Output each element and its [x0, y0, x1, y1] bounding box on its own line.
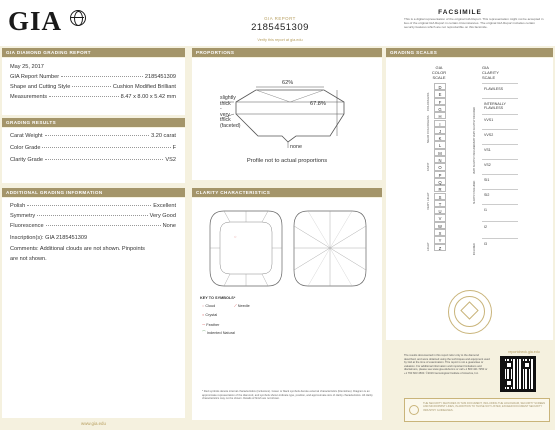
clarity-grade: INTERNALLY FLAWLESS	[482, 98, 518, 114]
footer-url[interactable]: www.gia.edu	[81, 421, 106, 426]
grading-results-panel	[2, 128, 185, 183]
color-group-label: LIGHT	[426, 242, 430, 251]
verify-link[interactable]: Verify this report at gia.edu	[257, 38, 303, 42]
gia-logo: GIA	[8, 6, 63, 36]
facsimile-title: FACSIMILE	[438, 9, 482, 16]
clarity-group-label: VERY VERY SLIGHTLY INCLUDED	[474, 107, 476, 144]
color-grade: Y	[434, 236, 446, 243]
security-lock-icon	[409, 405, 419, 415]
clarity-row: Clarity Grade VS2	[10, 157, 176, 163]
symbol-needle: ⟋ Needle	[234, 304, 250, 308]
color-grade: Q	[434, 178, 446, 185]
additional-info-panel	[2, 198, 185, 418]
girdle-label: slightly thick - very thick (faceted)	[220, 95, 241, 129]
qr-code-icon[interactable]	[500, 356, 536, 392]
gia-seal-icon	[448, 290, 492, 334]
depth-percent: 67.8%	[310, 101, 326, 107]
clarity-scale	[482, 83, 522, 258]
clarity-header: CLARITY CHARACTERISTICS	[192, 188, 382, 197]
polish-row: Polish Excellent	[10, 203, 176, 209]
color-grade: D	[434, 83, 446, 90]
color-grade: E	[434, 90, 446, 97]
symmetry-row: Symmetry Very Good	[10, 213, 176, 219]
clarity-group-label: SLIGHTLY INCLUDED	[474, 180, 476, 204]
clarity-group-label: VERY SLIGHTLY INCLUDED	[474, 143, 476, 174]
color-grade: V	[434, 214, 446, 221]
color-grade: M	[434, 149, 446, 156]
grading-scales-panel	[386, 58, 553, 340]
symbol-crystal: ○ Crystal	[202, 313, 218, 317]
facsimile-text: This is a digital representation of the original GIA Report. This representation might not be accepted in lieu of the original GIA Report in certain circumstances. The original GIA Report includes certain security features which are not reproducible on this facsimile.	[404, 17, 544, 29]
report-date: May 25, 2017	[10, 64, 44, 70]
inscription: Inscription(s): GIA 2185451309	[10, 235, 88, 241]
color-grade: R	[434, 185, 446, 192]
color-grade: U	[434, 207, 446, 214]
color-grade: G	[434, 105, 446, 112]
color-grade: P	[434, 171, 446, 178]
color-grade: J	[434, 127, 446, 134]
clarity-group-label: INCLUDED	[474, 243, 476, 255]
color-grade: S	[434, 193, 446, 200]
symbol-indented-natural: ⌒ Indented Natural	[202, 331, 235, 335]
clarity-footnote: * Red symbols denote internal characteristics (inclusions). Green or black symbols denote external characteristics (blemishes). Diagram is an approximate representation of the diamond, and symbols shown indicate type, position, and approximate size of clarity characteristics. All clarity characteristics may not be shown. Details of finish are not shown.	[202, 390, 373, 401]
top-header	[0, 0, 555, 46]
color-group-label: FAINT	[426, 162, 430, 171]
symbol-feather: ∽ Feather	[202, 323, 220, 327]
color-grade: K	[434, 134, 446, 141]
shape-row: Shape and Cutting Style Cushion Modified Brilliant	[10, 84, 176, 90]
clarity-grade: SI2	[482, 189, 518, 204]
grading-scales-header: GRADING SCALES	[386, 48, 553, 57]
proportions-header: PROPORTIONS	[192, 48, 382, 57]
clarity-grade: I1	[482, 204, 518, 221]
color-grade: T	[434, 200, 446, 207]
svg-text:◌: ◌	[234, 234, 237, 239]
key-title: KEY TO SYMBOLS*	[200, 296, 236, 300]
measurements-row: Measurements 8.47 x 8.00 x 5.42 mm	[10, 94, 176, 100]
color-row: Color Grade F	[10, 145, 176, 151]
clarity-panel	[192, 198, 382, 420]
table-percent: 62%	[282, 80, 294, 86]
color-grade: I	[434, 120, 446, 127]
globe-icon	[70, 10, 86, 26]
clarity-plot-crown	[206, 208, 286, 290]
clarity-grade: VVS1	[482, 114, 518, 129]
carat-row: Carat Weight 3.20 carat	[10, 133, 176, 139]
grading-report-header: GIA DIAMOND GRADING REPORT	[2, 48, 185, 57]
color-grade: H	[434, 112, 446, 119]
color-grade: Z	[434, 244, 446, 251]
clarity-plot-pavilion	[290, 208, 370, 290]
color-group-label: COLORLESS	[426, 92, 430, 111]
additional-info-header: ADDITIONAL GRADING INFORMATION	[2, 188, 185, 197]
clarity-grade: FLAWLESS	[482, 83, 518, 98]
clarity-scale-title: GIA CLARITY SCALE	[482, 65, 499, 80]
security-box	[404, 398, 550, 422]
report-number-row: GIA Report Number 2185451309	[10, 74, 176, 80]
clarity-grade: I3	[482, 238, 518, 255]
color-scale-title: GIA COLOR SCALE	[431, 65, 447, 80]
color-grade: F	[434, 98, 446, 105]
clarity-grade: VVS2	[482, 129, 518, 144]
clarity-grade: I2	[482, 221, 518, 238]
color-scale	[434, 83, 446, 253]
color-grade: O	[434, 163, 446, 170]
report-label: GIA REPORT	[264, 16, 296, 21]
grading-results-header: GRADING RESULTS	[2, 118, 185, 127]
report-info-panel	[2, 58, 185, 115]
culet-label: none	[290, 144, 302, 150]
symbol-cloud: ◌ Cloud	[202, 304, 216, 308]
color-group-label: NEAR COLORLESS	[426, 115, 430, 143]
proportions-panel	[192, 58, 382, 180]
color-grade: N	[434, 156, 446, 163]
color-grade: L	[434, 141, 446, 148]
clarity-grade: SI1	[482, 174, 518, 189]
color-group-label: VERY LIGHT	[426, 192, 430, 210]
results-disclaimer: The results documented in this report refer only to the diamond described, and were obtained using the techniques and equipment used by GIA at the time of examination. This report is not a guarantee or valuation. For additional information and important limitations and disclaimers, please see www.gia.edu/terms or call +1 800 421 7250 or +1 760 603 4500. ©2016 Gemological Institute of America, Inc.	[404, 354, 490, 375]
report-number: 2185451309	[251, 22, 309, 33]
report-check-link[interactable]: reportcheck.gia.edu	[508, 350, 540, 354]
fluorescence-row: Fluorescence None	[10, 223, 176, 229]
color-grade: W	[434, 222, 446, 229]
security-text: THE SECURITY FEATURES IN THIS DOCUMENT, INCLUDING THE HOLOGRAM, SECURITY SCREEN AND MICROPRINT LINES, IN ADDITION TO THOSE NOT LISTED, EXCEED DOCUMENT SECURITY INDUSTRY GUIDELINES.	[423, 402, 546, 412]
color-grade: X	[434, 229, 446, 236]
proportions-note: Profile not to actual proportions	[246, 158, 328, 164]
comments-line-2: are not shown.	[10, 256, 47, 262]
clarity-grade: VS1	[482, 144, 518, 159]
comments-line-1: Comments: Additional clouds are not shown. Pinpoints	[10, 246, 145, 252]
clarity-grade: VS2	[482, 159, 518, 174]
